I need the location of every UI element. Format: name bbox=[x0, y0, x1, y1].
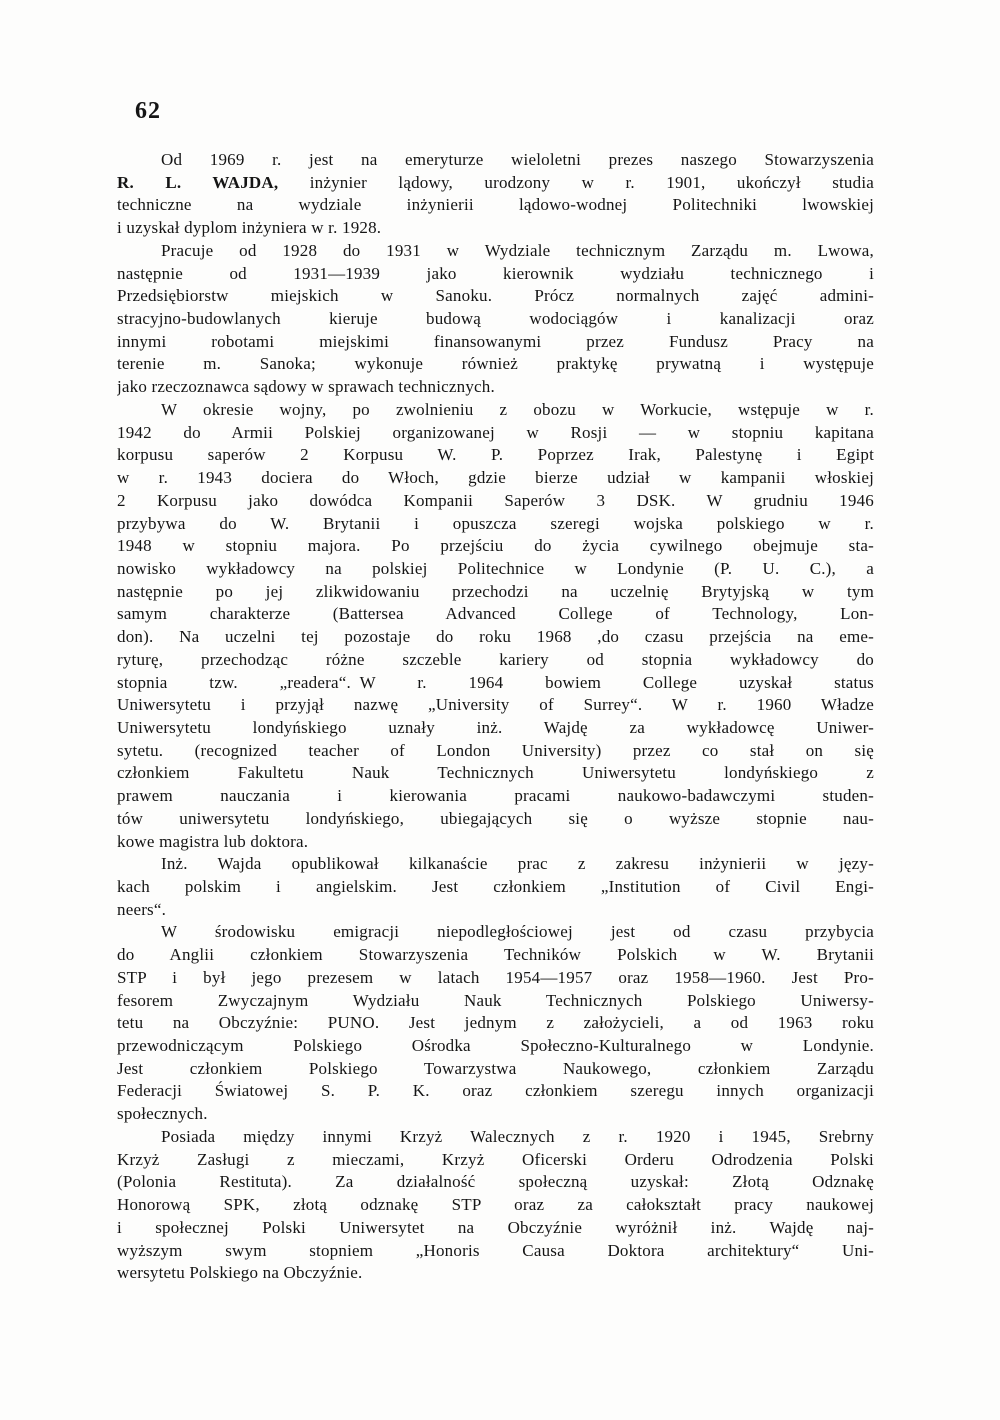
text-line: 2 Korpusu jako dowódca Kompanii Saperów 3 DSK. W grudniu 1946 bbox=[117, 490, 874, 510]
text-line: tetu na Obczyźnie: PUNO. Jest jednym z założycieli, a od 1963 roku bbox=[117, 1013, 874, 1033]
text-line: następnie po jej zlikwidowaniu przechodzi na uczelnię Brytyjską w tym bbox=[117, 581, 874, 601]
text-line: samym charakterze (Battersea Advanced College of Technology, Lon- bbox=[117, 604, 874, 624]
text-line: Federacji Światowej S. P. K. oraz członkiem szeregu innych organizacji bbox=[117, 1081, 874, 1101]
text-line: nowisko wykładowcy na polskiej Politechnice w Londynie (P. U. C.), a bbox=[117, 558, 874, 578]
text-line: tów uniwersytetu londyńskiego, ubiegających się o wyższe stopnie nau- bbox=[117, 808, 874, 828]
text-line: (Polonia Restituta). Za działalność społeczną uzyskał: Złotą Odznakę bbox=[117, 1172, 874, 1192]
text-line: innymi robotami miejskimi finansowanymi przez Fundusz Pracy na bbox=[117, 331, 874, 351]
text-line: prawem nauczania i kierowania pracami naukowo-badawczymi studen- bbox=[117, 786, 874, 806]
page-number: 62 bbox=[135, 98, 161, 124]
person-name-bold: R. L. WAJDA, bbox=[117, 172, 279, 192]
text-line: 1948 w stopniu majora. Po przejściu do życia cywilnego obejmuje sta- bbox=[117, 536, 874, 556]
text-line: Przedsiębiorstw miejskich w Sanoku. Prócz normalnych zajęć admini- bbox=[117, 286, 874, 306]
text-line: Krzyż Zasługi z mieczami, Krzyż Oficerski Orderu Odrodzenia Polski bbox=[117, 1149, 874, 1169]
text-line: kowe magistra lub doktora. bbox=[117, 831, 309, 851]
text-line: korpusu saperów 2 Korpusu W. P. Poprzez Irak, Palestynę i Egipt bbox=[117, 445, 874, 465]
text-line: Uniwersytetu londyńskiego uznały inż. Wajdę za wykładowcę Uniwer- bbox=[117, 717, 874, 737]
text-line: Uniwersytetu i przyjął nazwę „University of Surrey“. W r. 1960 Władze bbox=[117, 695, 874, 715]
text-line: następnie od 1931—1939 jako kierownik wydziału technicznego i bbox=[117, 263, 874, 283]
text-line: stracyjno-budowlanych kieruje budową wodociągów i kanalizacji oraz bbox=[117, 309, 874, 329]
text-line: sytetu. (recognized teacher of London University) przez co stał on się bbox=[117, 740, 874, 760]
text-line: do Anglii członkiem Stowarzyszenia Techników Polskich w W. Brytanii bbox=[117, 945, 874, 965]
text-line: i uzyskał dyplom inżyniera w r. 1928. bbox=[117, 218, 382, 238]
text-line: Inż. Wajda opublikował kilkanaście prac z zakresu inżynierii w języ- bbox=[161, 854, 874, 874]
text-line: przybywa do W. Brytanii i opuszcza szeregi wojska polskiego w r. bbox=[117, 513, 874, 533]
text-segment: inżynier lądowy, urodzony w r. 1901, ukończył studia bbox=[278, 172, 874, 192]
text-line: fesorem Zwyczajnym Wydziału Nauk Technicznych Polskiego Uniwersy- bbox=[117, 990, 874, 1010]
text-line: ryturę, przechodząc różne szczeble kariery od stopnia wykładowcy do bbox=[117, 649, 874, 669]
text-line: w r. 1943 dociera do Włoch, gdzie bierze udział w kampanii włoskiej bbox=[117, 468, 874, 488]
text-line: don). Na uczelni tej pozostaje do roku 1968 ,do czasu przejścia na eme- bbox=[117, 627, 874, 647]
text-line: techniczne na wydziale inżynierii lądowo-wodnej Politechniki lwowskiej bbox=[117, 195, 874, 215]
text-line: społecznych. bbox=[117, 1104, 208, 1124]
text-line: Od 1969 r. jest na emeryturze wieloletni prezes naszego Stowarzyszenia bbox=[161, 150, 874, 169]
text-line: jako rzeczoznawca sądowy w sprawach technicznych. bbox=[117, 377, 495, 397]
text-line: wyższym swym stopniem „Honoris Causa Doktora architektury“ Uni- bbox=[117, 1240, 874, 1260]
text-line: stopnia tzw. „readera“. W r. 1964 bowiem College uzyskał status bbox=[117, 672, 874, 692]
text-line: neers“. bbox=[117, 899, 167, 919]
text-line: Honorową SPK, złotą odznakę STP oraz za całokształt pracy naukowej bbox=[117, 1195, 874, 1215]
text-line: wersytetu Polskiego na Obczyźnie. bbox=[117, 1263, 363, 1283]
text-line: członkiem Fakultetu Nauk Technicznych Uniwersytetu londyńskiego z bbox=[117, 763, 874, 783]
text-line: i społecznej Polski Uniwersytet na Obczyźnie wyróżnił inż. Wajdę naj- bbox=[117, 1217, 874, 1237]
text-line: Jest członkiem Polskiego Towarzystwa Naukowego, członkiem Zarządu bbox=[117, 1058, 874, 1078]
text-line bbox=[117, 172, 874, 195]
text-line: Posiada między innymi Krzyż Walecznych z r. 1920 i 1945, Srebrny bbox=[161, 1126, 874, 1146]
text-line: STP i był jego prezesem w latach 1954—1957 oraz 1958—1960. Jest Pro- bbox=[117, 967, 874, 987]
text-block bbox=[117, 149, 874, 1285]
text-line: W środowisku emigracji niepodległościowej jest od czasu przybycia bbox=[161, 922, 874, 942]
text-line: przewodniczącym Polskiego Ośrodka Społeczno-Kulturalnego w Londynie. bbox=[117, 1036, 874, 1056]
text-line: Pracuje od 1928 do 1931 w Wydziale technicznym Zarządu m. Lwowa, bbox=[161, 240, 874, 260]
text-line: W okresie wojny, po zwolnieniu z obozu w Workucie, wstępuje w r. bbox=[161, 399, 874, 419]
text-line: kach polskim i angielskim. Jest członkiem „Institution of Civil Engi- bbox=[117, 877, 874, 896]
text-line: 1942 do Armii Polskiej organizowanej w Rosji — w stopniu kapitana bbox=[117, 422, 874, 442]
text-line: terenie m. Sanoka; wykonuje również praktykę prywatną i występuje bbox=[117, 354, 874, 374]
